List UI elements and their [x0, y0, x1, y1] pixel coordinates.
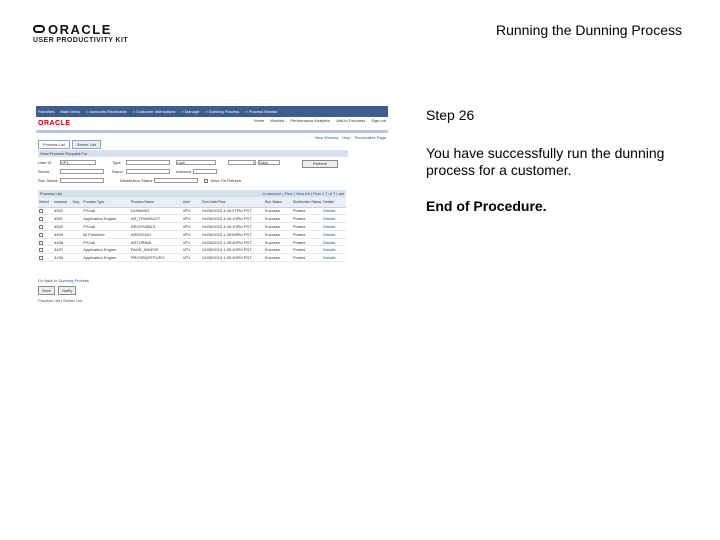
table-cell: 04/05/2013 1:40:10PM PDT: [201, 223, 264, 231]
column-header: Details: [322, 197, 346, 207]
last-select[interactable]: Last: [176, 160, 216, 165]
grid-navigation[interactable]: Customize | Find | View All | First 1-7 of 7 Last: [262, 191, 344, 196]
go-back-link[interactable]: Go back to Dunning Process: [38, 278, 89, 283]
nav-item[interactable]: Main Menu: [60, 109, 81, 114]
page-tabs: [38, 140, 101, 149]
table-cell: Success: [264, 246, 292, 254]
save-on-refresh-label: Save On Refresh: [210, 178, 242, 183]
table-cell: VP1: [182, 246, 201, 254]
table-cell[interactable]: Details: [322, 207, 346, 215]
column-header: Run Status: [264, 197, 292, 207]
worklist-link[interactable]: Worklist: [270, 118, 285, 123]
grid-title: Process List: [40, 191, 62, 196]
column-header: Run Date/Time: [201, 197, 264, 207]
nav-bar: [36, 106, 388, 117]
table-cell: 4496: [53, 254, 71, 262]
table-cell: Application Engine: [82, 254, 130, 262]
app-brand-logo: ORACLE: [38, 120, 71, 127]
table-cell: 04/05/2013 1:39:30PM PDT: [201, 254, 264, 262]
column-header: Seq.: [71, 197, 82, 207]
table-cell[interactable]: Details: [322, 223, 346, 231]
run-status-label: Run Status: [38, 178, 58, 183]
section-header: [38, 150, 348, 157]
utility-links: [315, 135, 386, 140]
table-cell: VP1: [182, 207, 201, 215]
nav-item[interactable]: > Process Monitor: [245, 109, 278, 114]
table-cell: [71, 215, 82, 223]
notify-button[interactable]: Notify: [58, 286, 76, 295]
top-links: [254, 118, 386, 123]
table-cell: Success: [264, 254, 292, 262]
table-cell: VP1: [182, 254, 201, 262]
table-cell: VP1: [182, 238, 201, 246]
table-cell: RECEIVABLE: [130, 223, 182, 231]
end-of-procedure: End of Procedure.: [426, 198, 547, 214]
analytics-link[interactable]: Performance Analytics: [290, 118, 331, 123]
table-cell[interactable]: Details: [322, 254, 346, 262]
table-cell: Success: [264, 207, 292, 215]
table-cell[interactable]: Details: [322, 230, 346, 238]
process-list-grid: [38, 190, 346, 262]
table-cell: [71, 230, 82, 238]
row-select-checkbox[interactable]: [39, 217, 43, 221]
table-cell: 04/05/2013 1:39:40PM PDT: [201, 246, 264, 254]
type-select[interactable]: [126, 160, 170, 165]
refresh-button[interactable]: Refresh: [302, 160, 338, 168]
row-select-cell[interactable]: [38, 246, 53, 254]
filter-form: [38, 160, 348, 186]
row-select-cell[interactable]: [38, 238, 53, 246]
table-cell: PSJob: [82, 223, 130, 231]
table-cell: Success: [264, 215, 292, 223]
table-cell: 4497: [53, 246, 71, 254]
run-status-select[interactable]: [60, 178, 104, 183]
distribution-status-select[interactable]: [154, 178, 198, 183]
page-footer: [38, 278, 89, 303]
instance-from-input[interactable]: [193, 169, 217, 174]
column-header: Process Type: [82, 197, 130, 207]
step-number: Step 26: [426, 107, 475, 123]
table-cell: PAGE_INDEXE: [130, 246, 182, 254]
table-row[interactable]: [38, 215, 346, 223]
logo-subtitle: USER PRODUCTIVITY KIT: [33, 37, 129, 44]
table-cell: DUNNING: [130, 207, 182, 215]
server-label: Server: [38, 169, 50, 174]
table-cell: PSJob: [82, 207, 130, 215]
row-select-cell[interactable]: [38, 254, 53, 262]
step-instruction: You have successfully run the dunning process for a customer.: [426, 145, 665, 178]
table-cell: Application Engine: [82, 215, 130, 223]
days-input[interactable]: 1: [228, 160, 256, 165]
table-cell: Posted: [292, 254, 322, 262]
help-link[interactable]: Help: [342, 135, 351, 140]
tab-process-list[interactable]: Process List: [38, 140, 70, 149]
step-panel: [426, 107, 696, 214]
type-label: Type: [112, 160, 121, 165]
save-button[interactable]: Save: [38, 286, 55, 295]
column-header: User: [182, 197, 201, 207]
table-cell: 4501: [53, 215, 71, 223]
row-select-checkbox[interactable]: [39, 209, 43, 213]
table-row[interactable]: [38, 238, 346, 246]
row-select-checkbox[interactable]: [39, 248, 43, 252]
table-cell: 4498: [53, 238, 71, 246]
name-input[interactable]: [126, 169, 170, 174]
add-favorites-link[interactable]: Add to Favorites: [336, 118, 366, 123]
process-table: [38, 197, 346, 262]
table-cell: BI Publisher: [82, 230, 130, 238]
nav-item[interactable]: > Manage: [181, 109, 200, 114]
oracle-logo-mark-icon: [33, 25, 45, 33]
table-cell: 04/05/2013 1:40:19PM PDT: [201, 215, 264, 223]
table-cell: Posted: [292, 238, 322, 246]
row-select-checkbox[interactable]: [39, 241, 43, 245]
name-label: Name: [112, 169, 123, 174]
table-cell: Success: [264, 238, 292, 246]
table-cell[interactable]: Details: [322, 246, 346, 254]
table-cell: PRCSRQSTPURG: [130, 254, 182, 262]
tab-server-list[interactable]: Server List: [72, 140, 101, 149]
table-cell: PSJob: [82, 238, 130, 246]
section-title: View Process Request For: [40, 151, 88, 156]
table-row[interactable]: [38, 230, 346, 238]
table-cell[interactable]: Details: [322, 215, 346, 223]
table-cell: VP1: [182, 230, 201, 238]
table-cell: Success: [264, 223, 292, 231]
row-select-cell[interactable]: [38, 223, 53, 231]
distribution-status-label: Distribution Status: [120, 178, 153, 183]
column-header: Select: [38, 197, 53, 207]
table-cell: [71, 207, 82, 215]
table-cell: Posted: [292, 215, 322, 223]
table-cell: Posted: [292, 246, 322, 254]
home-link[interactable]: Home: [253, 118, 265, 123]
column-header: Distribution Status: [292, 197, 322, 207]
nav-item[interactable]: > Dunning Process: [205, 109, 240, 114]
row-select-cell[interactable]: [38, 207, 53, 215]
days-select[interactable]: Days: [258, 160, 280, 165]
table-cell: [71, 223, 82, 231]
table-cell: [71, 238, 82, 246]
user-id-label: User ID: [38, 160, 52, 165]
logo-brand: ORACLE: [48, 22, 112, 37]
row-select-cell[interactable]: [38, 215, 53, 223]
table-cell: [71, 254, 82, 262]
sign-out-link[interactable]: Sign out: [371, 118, 386, 123]
row-select-checkbox[interactable]: [39, 225, 43, 229]
table-cell: 04/05/2013 1:40:27PM PDT: [201, 207, 264, 215]
oracle-upk-logo: [33, 22, 129, 48]
column-header: Process Name: [130, 197, 182, 207]
table-row[interactable]: [38, 254, 346, 262]
table-cell: 04/05/2013 1:39:49PM PDT: [201, 238, 264, 246]
table-cell: VP1: [182, 223, 201, 231]
nav-item[interactable]: Favorites: [38, 109, 55, 114]
table-cell[interactable]: Details: [322, 238, 346, 246]
table-cell: AR_TRANSACT: [130, 215, 182, 223]
new-window-link[interactable]: New Window: [315, 135, 339, 140]
nav-item[interactable]: > Accounts Receivable: [86, 109, 127, 114]
server-select[interactable]: [60, 169, 104, 174]
table-cell: Posted: [292, 223, 322, 231]
table-row[interactable]: [38, 246, 346, 254]
table-cell: Posted: [292, 230, 322, 238]
table-row[interactable]: [38, 207, 346, 215]
user-id-input[interactable]: VP1: [60, 160, 96, 165]
table-cell: 4502: [53, 207, 71, 215]
header-divider: [36, 130, 388, 133]
table-cell: ARTURNBL: [130, 238, 182, 246]
personalize-link[interactable]: Personalize Page: [354, 135, 386, 140]
table-cell: VP1: [182, 215, 201, 223]
table-cell: ARDNS001: [130, 230, 182, 238]
table-cell: 4500: [53, 223, 71, 231]
table-cell: 04/05/2013 1:39:59PM PDT: [201, 230, 264, 238]
save-on-refresh-checkbox[interactable]: [204, 179, 208, 183]
table-cell: [71, 246, 82, 254]
table-header-row: [38, 197, 346, 207]
row-select-checkbox[interactable]: [39, 256, 43, 260]
table-cell: 4499: [53, 230, 71, 238]
table-cell: Success: [264, 230, 292, 238]
instance-label: Instance: [176, 169, 192, 174]
application-screenshot: [36, 106, 388, 308]
table-cell: Application Engine: [82, 246, 130, 254]
table-row[interactable]: [38, 223, 346, 231]
slide-title: Running the Dunning Process: [495, 22, 682, 38]
nav-item[interactable]: > Customer Interactions: [132, 109, 176, 114]
bottom-tab-links[interactable]: Process List | Server List: [38, 298, 83, 303]
column-header: Instance: [53, 197, 71, 207]
row-select-checkbox[interactable]: [39, 233, 43, 237]
table-cell: Posted: [292, 207, 322, 215]
row-select-cell[interactable]: [38, 230, 53, 238]
